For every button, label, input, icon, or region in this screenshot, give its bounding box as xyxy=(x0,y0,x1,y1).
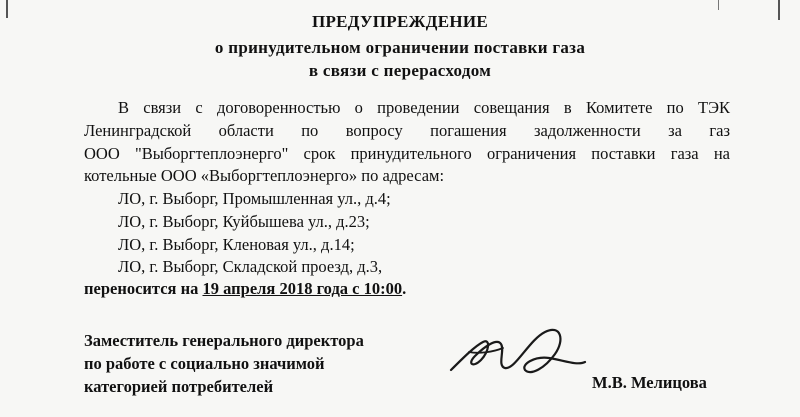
body-line: Ленинградской области по вопросу погашения задолженности за газ xyxy=(84,121,730,140)
postponement-prefix: переносится на xyxy=(84,279,203,298)
body-line: котельные ООО «Выборгтеплоэнерго» по адресам: xyxy=(84,166,445,185)
postponement-suffix: . xyxy=(402,279,407,298)
address-line: ЛО, г. Выборг, Кленовая ул., д.14; xyxy=(118,235,355,254)
postponement-date: 19 апреля 2018 года с 10:00 xyxy=(202,279,403,298)
postponement-line xyxy=(84,279,406,299)
document-subtitle-line-2: в связи с перерасходом xyxy=(308,61,492,80)
signatory-title-line: Заместитель генерального директора xyxy=(84,331,364,350)
address-line: ЛО, г. Выборг, Промышленная ул., д.4; xyxy=(118,189,391,208)
signatory-name: М.В. Мелицова xyxy=(592,373,707,392)
handwritten-signature xyxy=(445,318,595,398)
address-line: ЛО, г. Выборг, Куйбышева ул., д.23; xyxy=(118,212,370,231)
body-line: В связи с договоренностью о проведении совещания в Комитете по ТЭК xyxy=(118,98,730,117)
document-subtitle-line-1: о принудительном ограничении поставки газа xyxy=(214,38,586,57)
address-line: ЛО, г. Выборг, Складской проезд, д.3, xyxy=(118,257,383,276)
signatory-title-line: по работе с социально значимой xyxy=(84,354,325,373)
scan-edge-mark xyxy=(718,0,733,10)
body-line: ООО "Выборгтеплоэнерго" срок принудительного ограничения поставки газа на xyxy=(84,144,730,163)
document-title: ПРЕДУПРЕЖДЕНИЕ xyxy=(311,12,489,31)
signatory-title-line: категорией потребителей xyxy=(84,377,274,396)
